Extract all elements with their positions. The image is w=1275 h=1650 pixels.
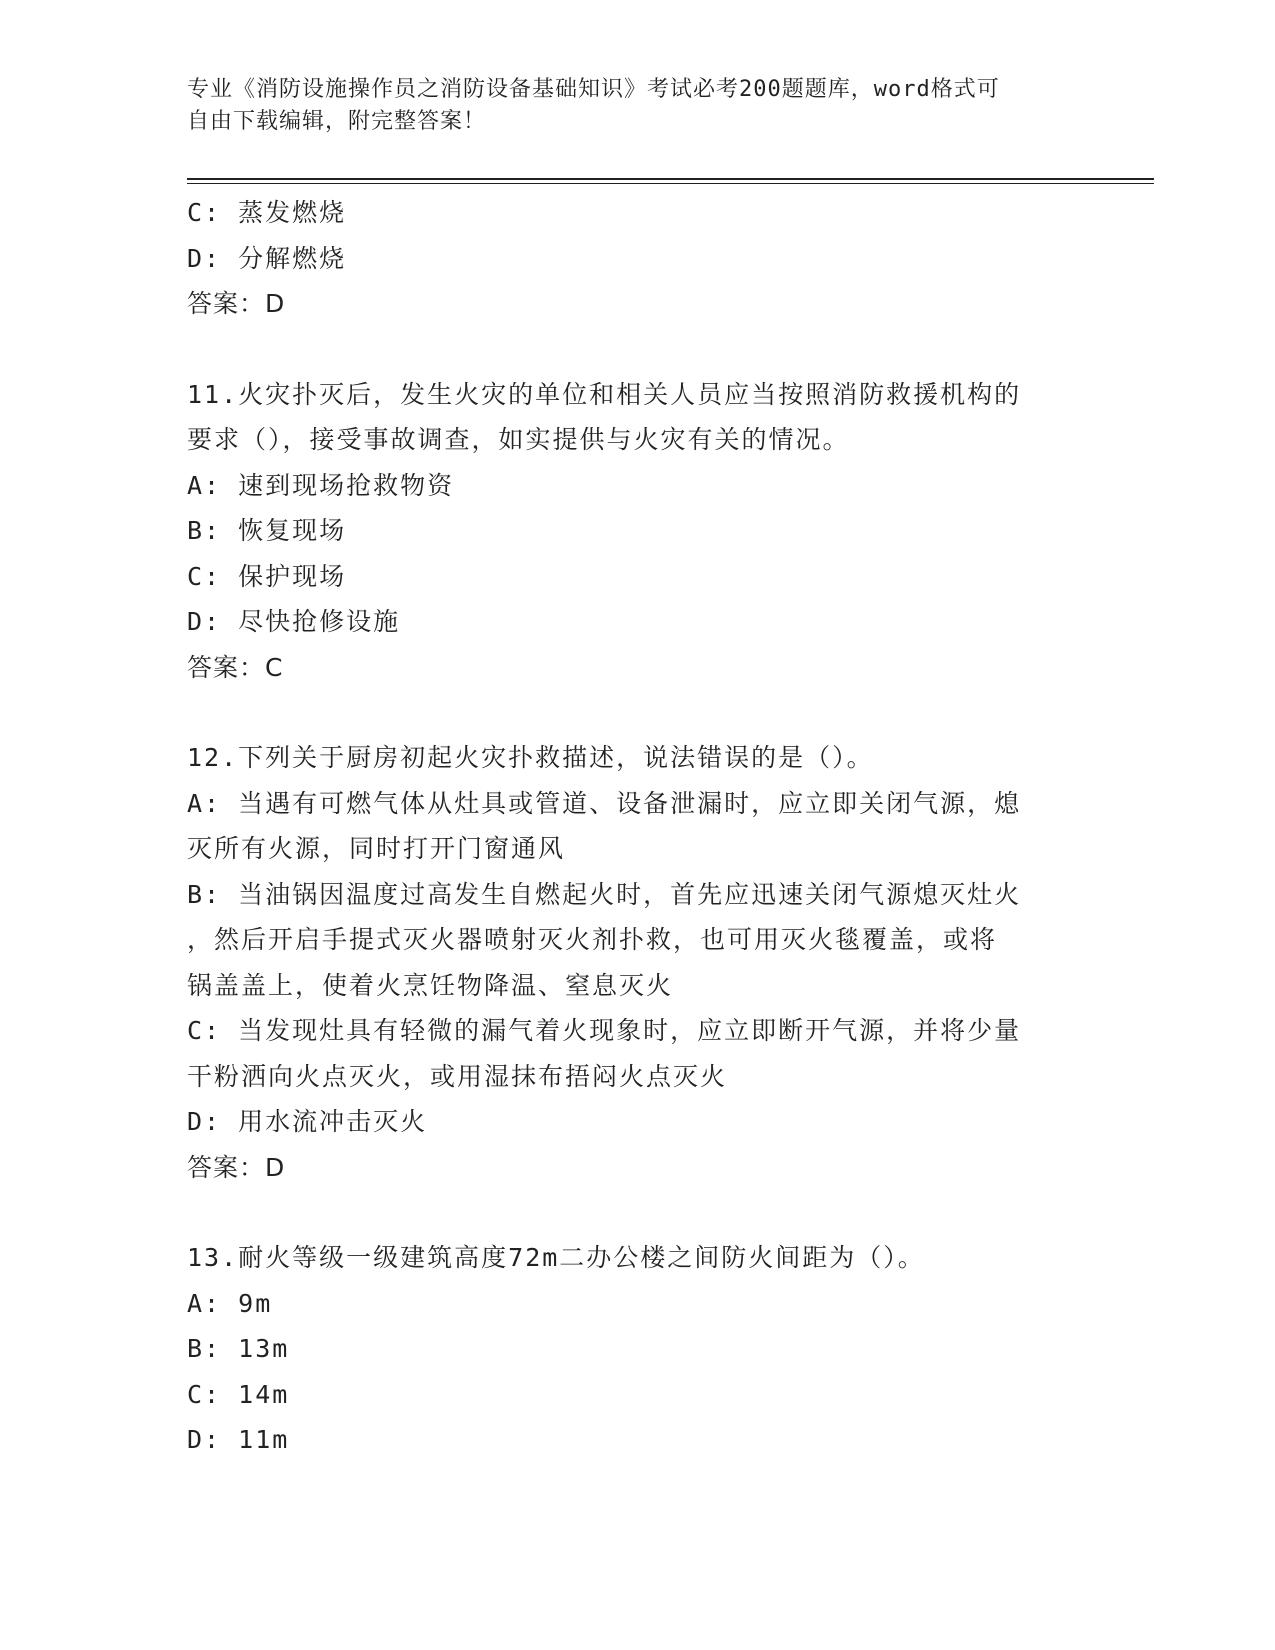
option-c: C: 14m: [187, 1379, 290, 1409]
option-a: A: 当遇有可燃气体从灶具或管道、设备泄漏时，应立即关闭气源，熄: [187, 788, 1022, 818]
header-line-2: 自由下载编辑，附完整答案！: [187, 109, 487, 134]
option-a: A: 速到现场抢救物资: [187, 470, 455, 500]
header-line-1: 专业《消防设施操作员之消防设备基础知识》考试必考200题题库，word格式可: [187, 77, 1000, 102]
option-d: D: 尽快抢修设施: [187, 607, 401, 636]
option-c-continued: 干粉洒向火点灭火，或用湿抹布捂闷火点灭火: [187, 1061, 728, 1091]
option-d: D: 11m: [187, 1425, 290, 1454]
document-header: [187, 74, 1087, 138]
option-c: C: 蒸发燃烧: [187, 198, 347, 227]
question-13: [187, 1235, 1087, 1463]
option-c: C: 保护现场: [187, 561, 347, 591]
option-a: A: 9m: [187, 1288, 273, 1318]
question-12: [187, 735, 1087, 1190]
header-divider-thin: [187, 183, 1154, 184]
option-d: D: 用水流冲击灭火: [187, 1107, 428, 1136]
answer-line: 答案：D: [187, 1152, 286, 1182]
option-c: C: 当发现灶具有轻微的漏气着火现象时，应立即断开气源，并将少量: [187, 1016, 1022, 1045]
question-stem-line: 13.耐火等级一级建筑高度72m二办公楼之间防火间距为（）。: [187, 1243, 925, 1272]
option-a-continued: 灭所有火源，同时打开门窗通风: [187, 834, 566, 863]
option-b-continued: ，然后开启手提式灭火器喷射灭火剂扑救，也可用灭火毯覆盖，或将: [187, 925, 998, 954]
answer-line: 答案：C: [187, 652, 284, 682]
question-stem-line: 12.下列关于厨房初起火灾扑救描述，说法错误的是（）。: [187, 743, 874, 772]
question-stem-line: 11.火灾扑灭后，发生火灾的单位和相关人员应当按照消防救援机构的: [187, 379, 1022, 409]
question-stem-line: 要求（），接受事故调查，如实提供与火灾有关的情况。: [187, 425, 850, 454]
option-b: B: 13m: [187, 1334, 290, 1363]
option-b: B: 恢复现场: [187, 516, 347, 545]
option-b: B: 当油锅因温度过高发生自燃起火时，首先应迅速关闭气源熄灭灶火: [187, 879, 1022, 909]
option-d: D: 分解燃烧: [187, 243, 347, 273]
header-divider-thick: [187, 178, 1154, 180]
question-fragment: [187, 190, 1087, 327]
answer-line: 答案：D: [187, 289, 286, 318]
document-body: [187, 190, 1087, 1463]
option-b-continued: 锅盖盖上，使着火烹饪物降温、窒息灭火: [187, 970, 674, 1000]
question-11: [187, 372, 1087, 691]
